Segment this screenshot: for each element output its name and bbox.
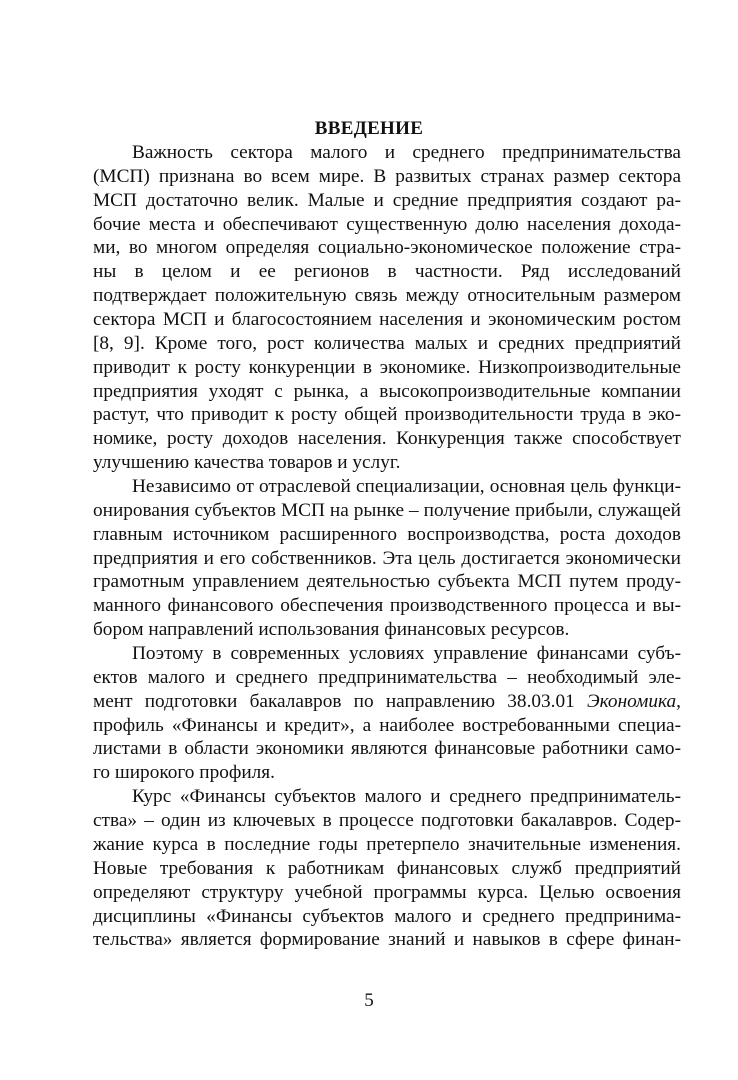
paragraph bbox=[93, 642, 681, 785]
text-line: дисциплины «Финансы субъектов малого и среднего предпринима- bbox=[93, 905, 681, 927]
text-line: грамотным управлением деятельностью субъекта МСП путем проду- bbox=[93, 571, 681, 593]
text-line: бором направлений использования финансовых ресурсов. bbox=[93, 619, 570, 641]
text-line: го широкого профиля. bbox=[93, 762, 275, 784]
text-line: сектора МСП и благосостоянием населения и экономическим ростом bbox=[93, 309, 681, 331]
text-line: жание курса в последние годы претерпело значительные изменения. bbox=[93, 833, 681, 855]
section-title: ВВЕДЕНИЕ bbox=[314, 118, 424, 139]
page-number: 5 bbox=[364, 990, 374, 1011]
text-segment: , bbox=[676, 690, 681, 712]
italic-term: Экономика bbox=[587, 690, 677, 712]
text-line: приводит к росту конкуренции в экономике. Низкопроизводительные bbox=[93, 356, 681, 378]
text-line: МСП достаточно велик. Малые и средние предприятия создают ра- bbox=[93, 189, 681, 211]
text-segment: мент подготовки бакалавров по направлению 38.03.01 bbox=[93, 690, 588, 712]
body-text bbox=[93, 141, 681, 952]
text-line: (МСП) признана во всем мире. В развитых странах размер сектора bbox=[93, 165, 681, 187]
text-line: бочие места и обеспечивают существенную долю населения дохода- bbox=[93, 213, 681, 235]
text-line: Новые требования к работникам финансовых служб предприятий bbox=[93, 857, 681, 879]
text-line: Поэтому в современных условиях управление финансами субъ- bbox=[132, 643, 681, 665]
text-line: листами в области экономики являются финансовые работники само- bbox=[93, 738, 681, 760]
text-line: номике, росту доходов населения. Конкуренция также способствует bbox=[93, 428, 681, 450]
text-line: улучшению качества товаров и услуг. bbox=[93, 452, 401, 474]
text-line: профиль «Финансы и кредит», а наиболее востребованными специа- bbox=[93, 714, 681, 736]
text-line: ны в целом и ее регионов в частности. Ряд исследований bbox=[93, 261, 681, 283]
paragraph bbox=[93, 785, 681, 952]
text-line: манного финансового обеспечения производственного процесса и вы- bbox=[93, 595, 681, 617]
text-line: предприятия уходят с рынка, а высокопроизводительные компании bbox=[93, 380, 681, 402]
text-line: тельства» является формирование знаний и навыков в сфере финан- bbox=[93, 929, 681, 951]
text-line: Важность сектора малого и среднего предпринимательства bbox=[132, 142, 681, 163]
text-line bbox=[93, 690, 681, 714]
text-line: растут, что приводит к росту общей производительности труда в эко- bbox=[93, 404, 681, 426]
text-line: Курс «Финансы субъектов малого и среднего предприниматель- bbox=[132, 786, 681, 808]
text-line: ми, во многом определяя социально-экономическое положение стра- bbox=[93, 237, 681, 259]
text-line: онирования субъектов МСП на рынке – получение прибыли, служащей bbox=[93, 499, 681, 521]
paragraph bbox=[93, 475, 681, 642]
text-line: главным источником расширенного воспроизводства, роста доходов bbox=[93, 523, 681, 545]
text-line: ства» – один из ключевых в процессе подготовки бакалавров. Содер- bbox=[93, 810, 681, 832]
text-line: ектов малого и среднего предпринимательства – необходимый эле- bbox=[93, 666, 681, 688]
text-line: Независимо от отраслевой специализации, основная цель функци- bbox=[132, 476, 681, 498]
paragraph bbox=[93, 141, 681, 475]
text-line: подтверждает положительную связь между относительным размером bbox=[93, 285, 681, 307]
text-line: предприятия и его собственников. Эта цель достигается экономически bbox=[93, 547, 681, 569]
text-line: [8, 9]. Кроме того, рост количества малых и средних предприятий bbox=[93, 332, 681, 354]
text-line: определяют структуру учебной программы курса. Целью освоения bbox=[93, 881, 681, 903]
